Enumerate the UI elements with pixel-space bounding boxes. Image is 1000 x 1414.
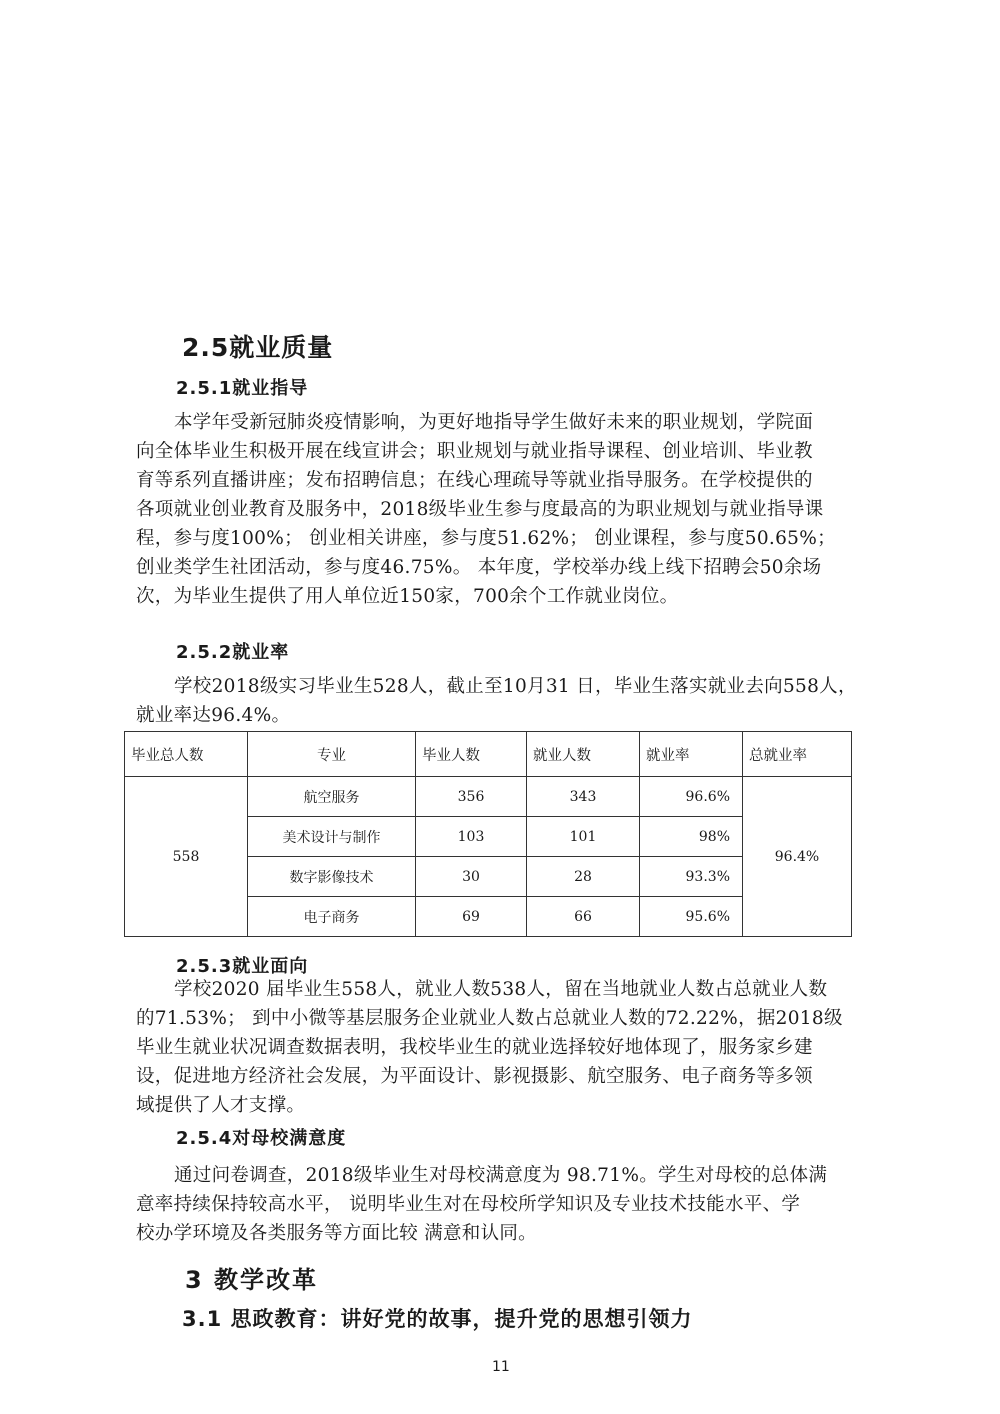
employed-cell: 343 — [527, 777, 640, 817]
section-heading-2-5: 2.5就业质量 — [182, 333, 334, 362]
text-line: 就业率达96.4%。 — [136, 705, 291, 726]
text-line: 毕业生就业状况调查数据表明，我校毕业生的就业选择较好地体现了，服务家乡建 — [136, 1037, 813, 1058]
paragraph-satisfaction — [136, 1161, 860, 1248]
text-line: 程，参与度100%； 创业相关讲座，参与度51.62%； 创业课程，参与度50.65%； — [136, 528, 836, 549]
paragraph-employment-orientation — [136, 975, 860, 1120]
graduates-cell: 30 — [416, 857, 527, 897]
employment-rate-table — [124, 731, 852, 937]
subsection-heading-2-5-3: 2.5.3就业面向 — [176, 956, 309, 977]
column-header: 毕业总人数 — [125, 732, 248, 777]
text-line: 校办学环境及各类服务等方面比较 满意和认同。 — [136, 1223, 537, 1244]
overall-rate-cell: 96.4% — [743, 777, 852, 937]
total-graduates-cell: 558 — [125, 777, 248, 937]
text-line: 设，促进地方经济社会发展，为平面设计、影视摄影、航空服务、电子商务等多领 — [136, 1066, 813, 1087]
text-line: 本学年受新冠肺炎疫情影响，为更好地指导学生做好未来的职业规划，学院面 — [174, 412, 814, 433]
text-line: 域提供了人才支撑。 — [136, 1095, 306, 1116]
text-line: 各项就业创业教育及服务中，2018级毕业生参与度最高的为职业规划与就业指导课 — [136, 499, 824, 520]
paragraph-employment-guidance — [136, 408, 860, 611]
page-number: 11 — [492, 1359, 510, 1375]
text-line: 通过问卷调查，2018级毕业生对母校满意度为 98.71%。学生对母校的总体满 — [174, 1165, 828, 1186]
graduates-cell: 103 — [416, 817, 527, 857]
column-header: 专业 — [248, 732, 416, 777]
column-header: 总就业率 — [743, 732, 852, 777]
rate-cell: 95.6% — [640, 897, 743, 937]
section-heading-3: 3 教学改革 — [185, 1266, 319, 1294]
employed-cell: 66 — [527, 897, 640, 937]
major-cell: 美术设计与制作 — [248, 817, 416, 857]
column-header: 毕业人数 — [416, 732, 527, 777]
text-line: 育等系列直播讲座；发布招聘信息；在线心理疏导等就业指导服务。在学校提供的 — [136, 470, 813, 491]
graduates-cell: 356 — [416, 777, 527, 817]
text-line: 学校2018级实习毕业生528人，截止至10月31 日，毕业生落实就业去向558人， — [174, 676, 857, 697]
text-line: 次，为毕业生提供了用人单位近150家，700余个工作就业岗位。 — [136, 586, 679, 607]
major-cell: 电子商务 — [248, 897, 416, 937]
text-line: 创业类学生社团活动，参与度46.75%。 本年度，学校举办线上线下招聘会50余场 — [136, 557, 822, 578]
text-line: 学校2020 届毕业生558人，就业人数538人，留在当地就业人数占总就业人数 — [174, 979, 828, 1000]
rate-cell: 96.6% — [640, 777, 743, 817]
column-header: 就业人数 — [527, 732, 640, 777]
employed-cell: 28 — [527, 857, 640, 897]
rate-cell: 98% — [640, 817, 743, 857]
major-cell: 数字影像技术 — [248, 857, 416, 897]
graduates-cell: 69 — [416, 897, 527, 937]
subsection-heading-2-5-4: 2.5.4对母校满意度 — [176, 1128, 347, 1149]
text-line: 意率持续保持较高水平， 说明毕业生对在母校所学知识及专业技术技能水平、学 — [136, 1194, 801, 1215]
table-row — [125, 777, 852, 817]
rate-cell: 93.3% — [640, 857, 743, 897]
text-line: 向全体毕业生积极开展在线宣讲会；职业规划与就业指导课程、创业培训、毕业教 — [136, 441, 813, 462]
subsection-heading-2-5-1: 2.5.1就业指导 — [176, 378, 309, 399]
table-header-row — [125, 732, 852, 777]
column-header: 就业率 — [640, 732, 743, 777]
subsection-heading-2-5-2: 2.5.2就业率 — [176, 642, 290, 663]
text-line: 的71.53%； 到中小微等基层服务企业就业人数占总就业人数的72.22%，据2018级 — [136, 1008, 843, 1029]
employed-cell: 101 — [527, 817, 640, 857]
subsection-heading-3-1: 3.1 思政教育：讲好党的故事，提升党的思想引领力 — [182, 1307, 693, 1331]
paragraph-employment-rate — [136, 672, 860, 730]
major-cell: 航空服务 — [248, 777, 416, 817]
